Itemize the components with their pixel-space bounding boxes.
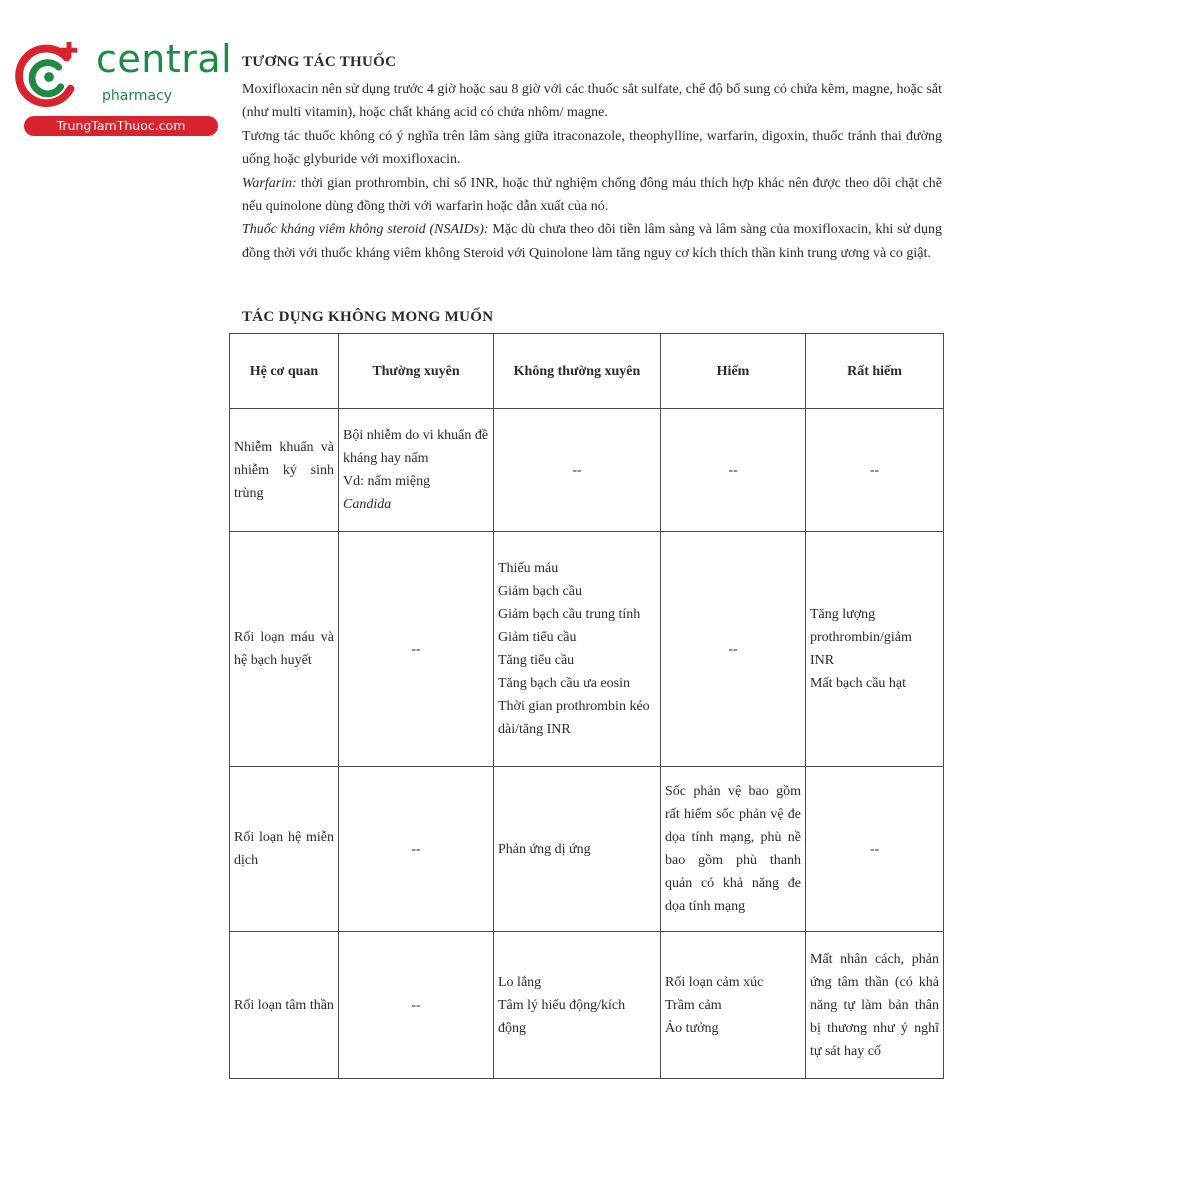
table-header-row — [230, 334, 944, 409]
table-row — [230, 409, 944, 532]
common-cell: -- — [339, 932, 494, 1079]
warfarin-text: thời gian prothrombin, chỉ số INR, hoặc thử nghiệm chống đông máu thích hợp khác nên được theo dõi chặt chẽ nếu quinolone dùng đồng thời với warfarin hoặc dẫn xuất của nó. — [242, 175, 942, 215]
table-row — [230, 767, 944, 932]
uncommon-cell: Phản ứng dị ứng — [494, 767, 661, 932]
cell-line: Giảm tiểu cầu — [498, 630, 577, 645]
uncommon-cell — [494, 932, 661, 1079]
cell-line: Thiếu máu — [498, 561, 559, 576]
very-rare-cell — [806, 532, 944, 767]
very-rare-cell: -- — [806, 767, 944, 932]
organ-cell: Nhiễm khuẩn và nhiễm ký sinh trùng — [230, 409, 339, 532]
cell-line: Vd: nấm miệng — [343, 474, 431, 489]
interaction-paragraph: Tương tác thuốc không có ý nghĩa trên lâm sàng giữa itraconazole, theophylline, warfarin, digoxin, thuốc tránh thai đường uống hoặc glyburide với moxifloxacin. — [242, 128, 942, 168]
cell-line: Tăng tiểu cầu — [498, 653, 575, 668]
very-rare-cell: Mất nhân cách, phản ứng tâm thần (có khả năng tự làm bản thân bị thương như ý nghĩ tự sát hay cố — [806, 932, 944, 1079]
header-uncommon: Không thường xuyên — [494, 334, 661, 409]
interaction-title: TƯƠNG TÁC THUỐC — [242, 54, 397, 70]
uncommon-cell — [494, 532, 661, 767]
table-row — [230, 932, 944, 1079]
cell-line: Thời gian prothrombin kéo dài/tăng INR — [498, 699, 650, 737]
brand-website: TrungTamThuoc.com — [24, 116, 218, 136]
header-common: Thường xuyên — [339, 334, 494, 409]
brand-subtitle: pharmacy — [102, 88, 173, 104]
header-organ: Hệ cơ quan — [230, 334, 339, 409]
cell-line: Giảm bạch cầu — [498, 584, 582, 599]
cell-line: Ảo tưởng — [665, 1020, 719, 1036]
cell-line: Tăng bạch cầu ưa eosin — [498, 676, 630, 691]
cell-line: Tâm lý hiếu động/kích động — [498, 997, 626, 1036]
interaction-paragraph — [242, 172, 942, 219]
common-cell: -- — [339, 532, 494, 767]
table-row — [230, 532, 944, 767]
central-pharmacy-logo-icon — [10, 38, 88, 116]
adverse-effects-table — [229, 333, 944, 1079]
header-rare: Hiếm — [661, 334, 806, 409]
cell-line: Rối loạn cảm xúc — [665, 974, 764, 990]
common-cell: -- — [339, 767, 494, 932]
nsaids-text: Mặc dù chưa theo dõi tiền lâm sàng và lâm sàng của moxifloxacin, khi sử dụng đồng thời với thuốc kháng viêm không Steroid với Quinolone làm tăng nguy cơ kích thích thần kinh trung ương và co giật. — [242, 222, 943, 261]
organ-cell: Rối loạn tâm thần — [230, 932, 339, 1079]
interaction-body — [242, 78, 942, 265]
cell-line-italic: Candida — [343, 497, 392, 512]
interaction-paragraph — [242, 218, 942, 265]
nsaids-label: Thuốc kháng viêm không steroid (NSAIDs): — [242, 222, 489, 238]
header-very-rare: Rất hiếm — [806, 334, 944, 409]
brand-logo — [10, 36, 233, 136]
uncommon-cell: -- — [494, 409, 661, 532]
cell-line: Tăng lượng prothrombin/giảm INR — [810, 607, 912, 668]
interaction-paragraph: Moxifloxacin nên sử dụng trước 4 giờ hoặc sau 8 giờ với các thuốc sắt sulfate, chế độ bổ sung có chứa kẽm, magne, hoặc sắt (như multi vitamin), hoặc chất kháng acid có chứa nhôm/ magne. — [242, 82, 942, 121]
organ-cell: Rối loạn hệ miễn dịch — [230, 767, 339, 932]
organ-cell: Rối loạn máu và hệ bạch huyết — [230, 532, 339, 767]
rare-cell — [661, 932, 806, 1079]
cell-line: Trầm cảm — [665, 997, 722, 1013]
cell-line: Mất bạch cầu hạt — [810, 676, 907, 691]
very-rare-cell: -- — [806, 409, 944, 532]
cell-line: Giảm bạch cầu trung tính — [498, 607, 641, 622]
cell-text: Bội nhiễm do vi khuẩn đề kháng hay nấm — [343, 428, 489, 466]
common-cell — [339, 409, 494, 532]
warfarin-label: Warfarin: — [242, 175, 297, 191]
rare-cell: -- — [661, 532, 806, 767]
brand-name: central — [96, 37, 233, 81]
rare-cell: Sốc phản vệ bao gồm rất hiếm sốc phản vệ đe dọa tính mạng, phù nề bao gồm phù thanh quản có khả năng đe dọa tính mạng — [661, 767, 806, 932]
cell-line: Lo lắng — [498, 974, 542, 990]
rare-cell: -- — [661, 409, 806, 532]
adverse-title: TÁC DỤNG KHÔNG MONG MUỐN — [242, 309, 494, 325]
